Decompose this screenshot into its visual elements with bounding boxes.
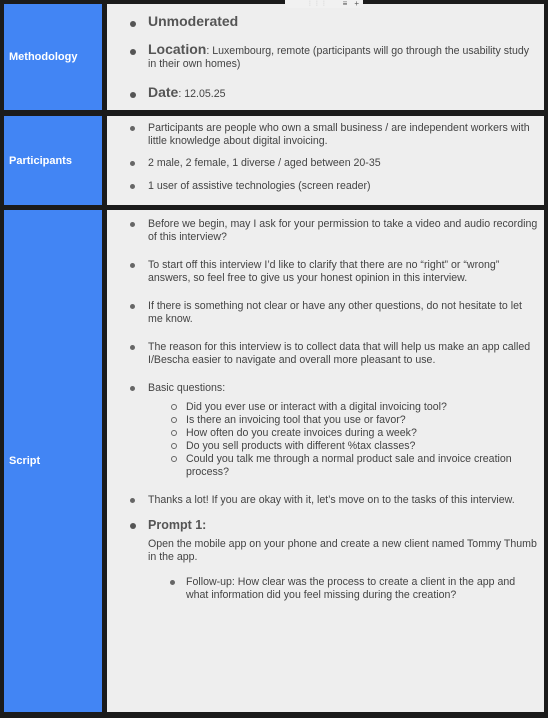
row-script bbox=[0, 210, 548, 712]
follow-up-text: Follow-up: How clear was the process to create a client in the app and what information did you feel missing during the creation? bbox=[186, 576, 516, 601]
list-item: Did you ever use or interact with a digital invoicing tool? bbox=[148, 401, 538, 414]
list-item: Is there an invoicing tool that you use or favor? bbox=[148, 414, 538, 427]
date-value: : 12.05.25 bbox=[178, 88, 226, 100]
list-item bbox=[107, 43, 544, 71]
basic-questions-heading: Basic questions: bbox=[148, 382, 226, 394]
bullet-icon bbox=[130, 498, 135, 503]
bullet-icon bbox=[170, 580, 175, 585]
list-item: Do you sell products with different %tax classes? bbox=[148, 440, 538, 453]
bullet-icon bbox=[130, 386, 135, 391]
script-content[interactable] bbox=[107, 210, 544, 712]
script-text: The reason for this interview is to collect data that will help us make an app called I/Bescha easier to navigate and overall more pleasant to use. bbox=[148, 341, 531, 366]
row-label-methodology: Methodology bbox=[4, 4, 102, 110]
list-item bbox=[107, 341, 544, 367]
bullet-icon bbox=[130, 345, 135, 350]
bullet-icon bbox=[130, 304, 135, 309]
date-label: Date bbox=[148, 84, 179, 100]
list-item bbox=[107, 180, 544, 193]
list-item: How often do you create invoices during a week? bbox=[148, 427, 538, 440]
script-text: To start off this interview I’d like to clarify that there are no “right” or “wrong” answers, so feel free to give us your honest opinion in this interview. bbox=[148, 259, 500, 284]
list-item bbox=[107, 122, 544, 148]
prompt-text: Open the mobile app on your phone and create a new client named Tommy Thumb in the app. bbox=[148, 538, 537, 563]
participants-assistive: 1 user of assistive technologies (screen reader) bbox=[148, 180, 371, 192]
list-item bbox=[107, 259, 544, 285]
row-label-participants: Participants bbox=[4, 116, 102, 205]
prompt-title: Prompt 1: bbox=[148, 518, 207, 532]
methodology-content[interactable] bbox=[107, 4, 544, 110]
participants-content[interactable] bbox=[107, 116, 544, 205]
list-item bbox=[107, 519, 544, 602]
participants-desc: Participants are people who own a small business / are independent workers with little knowledge about digital invoicing. bbox=[148, 122, 530, 147]
list-item bbox=[107, 15, 544, 30]
circle-bullet-icon bbox=[171, 443, 177, 449]
list-item bbox=[148, 576, 538, 602]
method-label: Unmoderated bbox=[148, 13, 239, 29]
list-item bbox=[107, 157, 544, 170]
bullet-icon bbox=[130, 49, 136, 55]
circle-bullet-icon bbox=[171, 404, 177, 410]
script-text: Thanks a lot! If you are okay with it, let’s move on to the tasks of this interview. bbox=[148, 494, 515, 506]
list-item: Could you talk me through a normal product sale and invoice creation process? bbox=[148, 453, 538, 479]
bullet-icon bbox=[130, 222, 135, 227]
list-item bbox=[107, 300, 544, 326]
script-text: If there is something not clear or have any other questions, do not hesitate to let me know. bbox=[148, 300, 522, 325]
floating-toolbar bbox=[285, 0, 363, 8]
plus-icon[interactable]: + bbox=[354, 0, 359, 8]
bullet-icon bbox=[130, 92, 136, 98]
list-item bbox=[107, 382, 544, 479]
row-participants bbox=[0, 116, 548, 205]
bullet-icon bbox=[130, 21, 136, 27]
row-label-script: Script bbox=[4, 210, 102, 712]
drag-handle-icon[interactable]: ⋮⋮⋮ bbox=[307, 1, 328, 7]
list-item bbox=[107, 86, 544, 101]
sort-lines-icon[interactable]: ≡ bbox=[342, 0, 348, 8]
bullet-icon bbox=[130, 126, 135, 131]
circle-bullet-icon bbox=[171, 456, 177, 462]
bullet-icon bbox=[130, 184, 135, 189]
follow-up-list bbox=[148, 576, 538, 602]
basic-questions-list bbox=[148, 401, 538, 479]
circle-bullet-icon bbox=[171, 417, 177, 423]
bullet-icon bbox=[130, 161, 135, 166]
script-text: Before we begin, may I ask for your permission to take a video and audio recording of this interview? bbox=[148, 218, 538, 243]
location-value: : Luxembourg, remote (participants will go through the usability study in their own homes) bbox=[148, 45, 530, 70]
circle-bullet-icon bbox=[171, 430, 177, 436]
participants-demographics: 2 male, 2 female, 1 diverse / aged between 20-35 bbox=[148, 157, 381, 169]
location-label: Location bbox=[148, 41, 207, 57]
bullet-icon bbox=[130, 523, 136, 529]
list-item bbox=[107, 494, 544, 507]
list-item bbox=[107, 218, 544, 244]
row-methodology bbox=[0, 4, 548, 110]
bullet-icon bbox=[130, 263, 135, 268]
